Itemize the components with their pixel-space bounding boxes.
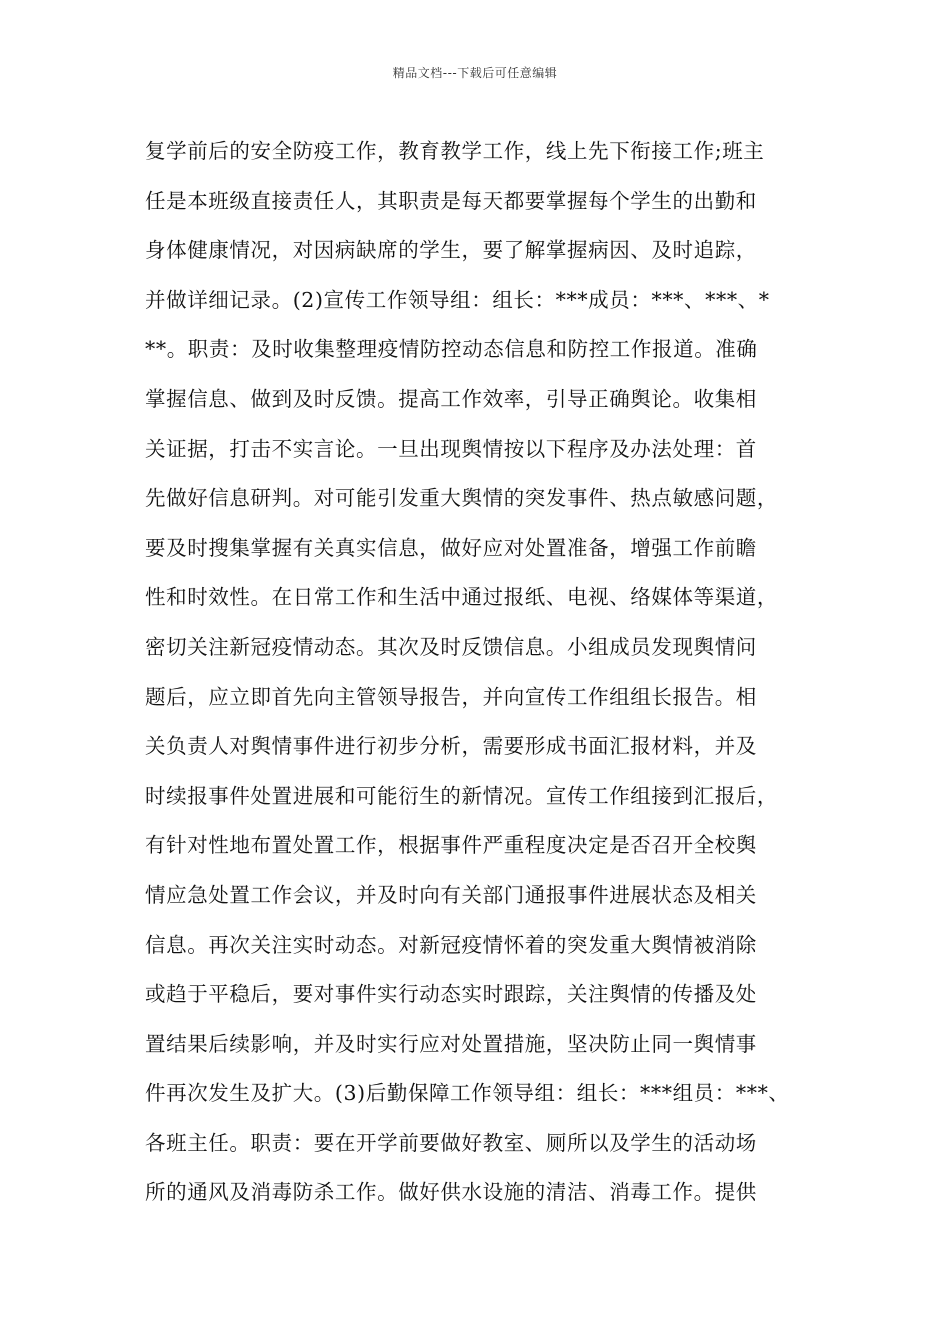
text-line: 关证据，打击不实言论。一旦出现舆情按以下程序及办法处理：首 — [145, 436, 757, 461]
text-line: 所的通风及消毒防杀工作。做好供水设施的清洁、消毒工作。提供 — [145, 1180, 757, 1205]
text-line: 置结果后续影响，并及时实行应对处置措施，坚决防止同一舆情事 — [145, 1031, 757, 1056]
body-text — [145, 132, 810, 1223]
text-line: 复学前后的安全防疫工作，教育教学工作，线上先下衔接工作;班主 — [145, 139, 765, 163]
text-line: 各班主任。职责：要在开学前要做好教室、厕所以及学生的活动场 — [145, 1130, 757, 1155]
text-line: 或趋于平稳后，要对事件实行动态实时跟踪，关注舆情的传播及处 — [145, 982, 757, 1007]
text-line: 件再次发生及扩大。(3)后勤保障工作领导组：组长：***组员：***、 — [145, 1081, 790, 1106]
text-line: 情应急处置工作会议，并及时向有关部门通报事件进展状态及相关 — [145, 882, 757, 907]
text-line: 有针对性地布置处置工作，根据事件严重程度决定是否召开全校舆 — [145, 833, 757, 858]
text-line: 身体健康情况，对因病缺席的学生，要了解掌握病因、及时追踪， — [145, 238, 757, 263]
page-header: 精品文档---下载后可任意编辑 — [392, 66, 558, 80]
text-line: 先做好信息研判。对可能引发重大舆情的突发事件、热点敏感问题， — [145, 486, 778, 511]
text-line: 掌握信息、做到及时反馈。提高工作效率，引导正确舆论。收集相 — [145, 386, 757, 411]
text-line: 要及时搜集掌握有关真实信息，做好应对处置准备，增强工作前瞻 — [145, 535, 757, 560]
text-line: **。职责：及时收集整理疫情防控动态信息和防控工作报道。准确 — [145, 337, 758, 362]
text-line: 关负责人对舆情事件进行初步分析，需要形成书面汇报材料，并及 — [145, 734, 757, 759]
text-line: 性和时效性。在日常工作和生活中通过报纸、电视、络媒体等渠道， — [145, 585, 778, 610]
text-line: 时续报事件处置进展和可能衍生的新情况。宣传工作组接到汇报后， — [145, 783, 778, 808]
text-line: 密切关注新冠疫情动态。其次及时反馈信息。小组成员发现舆情问 — [145, 634, 757, 659]
text-line: 题后，应立即首先向主管领导报告，并向宣传工作组组长报告。相 — [145, 684, 757, 709]
text-line: 信息。再次关注实时动态。对新冠疫情怀着的突发重大舆情被消除 — [145, 932, 757, 957]
text-line: 并做详细记录。(2)宣传工作领导组：组长：***成员：***、***、* — [145, 287, 770, 312]
text-line: 任是本班级直接责任人，其职责是每天都要掌握每个学生的出勤和 — [145, 188, 757, 213]
